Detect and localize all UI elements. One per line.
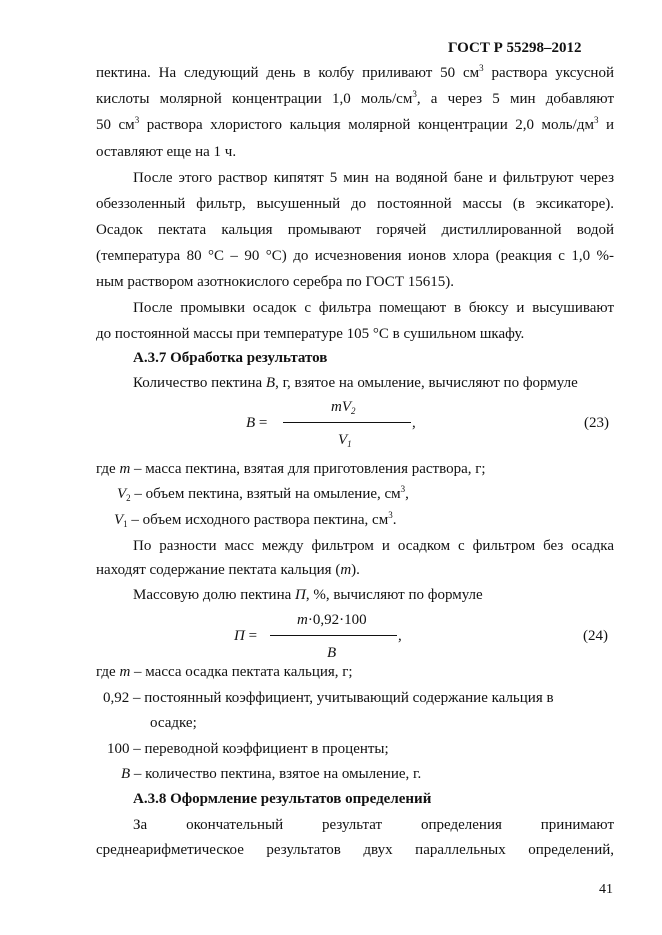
where-2-line-3: осадке; [150,715,197,731]
where-2-line-2: 0,92 – постоянный коэффициент, учитывающий содержание кальция в [103,690,554,706]
formula-24-numerator: m·0,92·100 [297,612,367,628]
section-a37-heading: А.3.7 Обработка результатов [133,350,328,366]
where-1-line-3: $V_1$ – объем исходного раствора пектина, $см^3$. [114,510,397,529]
formula-23-comma: , [412,415,416,431]
formula-24-number: (24) [583,628,608,644]
where-1-line-2: $V_2$ – объем пектина, взятый на омыление, $см^3$, [117,484,409,503]
paragraph-3-line-1: После промывки осадок с фильтра помещают в бюксу и высушивают [133,300,614,316]
section-a38-heading: А.3.8 Оформление результатов определений [133,791,432,807]
paragraph-1-line-1: пектина. На следующий день в колбу приливают 50 $см^3$ раствора уксусной [96,63,614,81]
page-number: 41 [599,882,613,897]
paragraph-2-line-3: Осадок пектата кальция промывают горячей дистиллированной водой [96,222,614,238]
paragraph-2-line-5: ным раствором азотнокислого серебра по ГОСТ 15615). [96,274,454,290]
formula-24-denominator: В [327,645,337,661]
where-2-line-4: 100 – переводной коэффициент в проценты; [107,741,389,757]
document-header: ГОСТ Р 55298–2012 [448,40,582,56]
paragraph-2-line-2: обеззоленный фильтр, высушенный до постоянной массы (в эксикаторе). [96,196,614,212]
formula-23-lhs: В = [246,415,268,431]
paragraph-4-line-1: По разности масс между фильтром и осадком с фильтром без осадка [133,538,614,554]
paragraph-1-line-2: кислоты молярной концентрации 1,0 моль/$см^3$, а через 5 мин добавляют [96,89,614,107]
formula-23-fraction-bar [283,422,411,423]
formula-24-fraction-bar [270,635,397,636]
where-2-line-1: где m – масса осадка пектата кальция, г; [96,664,353,680]
formula-24-comma: , [398,628,402,644]
formula-24-lhs: П = [234,628,258,644]
paragraph-5-line-2: среднеарифметическое результатов двух параллельных определений, [96,842,614,858]
where-2-line-5: В – количество пектина, взятое на омыление, г. [121,766,422,782]
formula-23-number: (23) [584,415,609,431]
paragraph-2-line-4: (температура 80 °С – 90 °С) до исчезновения ионов хлора (реакция с 1,0 %- [96,248,614,264]
paragraph-4-line-2: находят содержание пектата кальция (m). [96,562,360,578]
paragraph-5-line-1: За окончательный результат определения принимают [133,817,614,833]
paragraph-1-line-3: 50 $см^3$ раствора хлористого кальция молярной концентрации 2,0 моль/$дм^3$ и [96,115,615,133]
formula-23-numerator: $mV_2$ [331,399,356,416]
paragraph-1-line-4: оставляют еще на 1 ч. [96,144,237,160]
formula-24-intro: Массовую долю пектина П, %, вычисляют по формуле [133,587,483,603]
paragraph-2-line-1: После этого раствор кипятят 5 мин на водяной бане и фильтруют через [133,170,614,186]
formula-23-denominator: $V_1$ [338,432,352,449]
formula-23-intro: Количество пектина В, г, взятое на омыление, вычисляют по формуле [133,375,578,391]
paragraph-3-line-2: до постоянной массы при температуре 105 °С в сушильном шкафу. [96,326,525,342]
where-1-line-1: где m – масса пектина, взятая для приготовления раствора, г; [96,461,486,477]
